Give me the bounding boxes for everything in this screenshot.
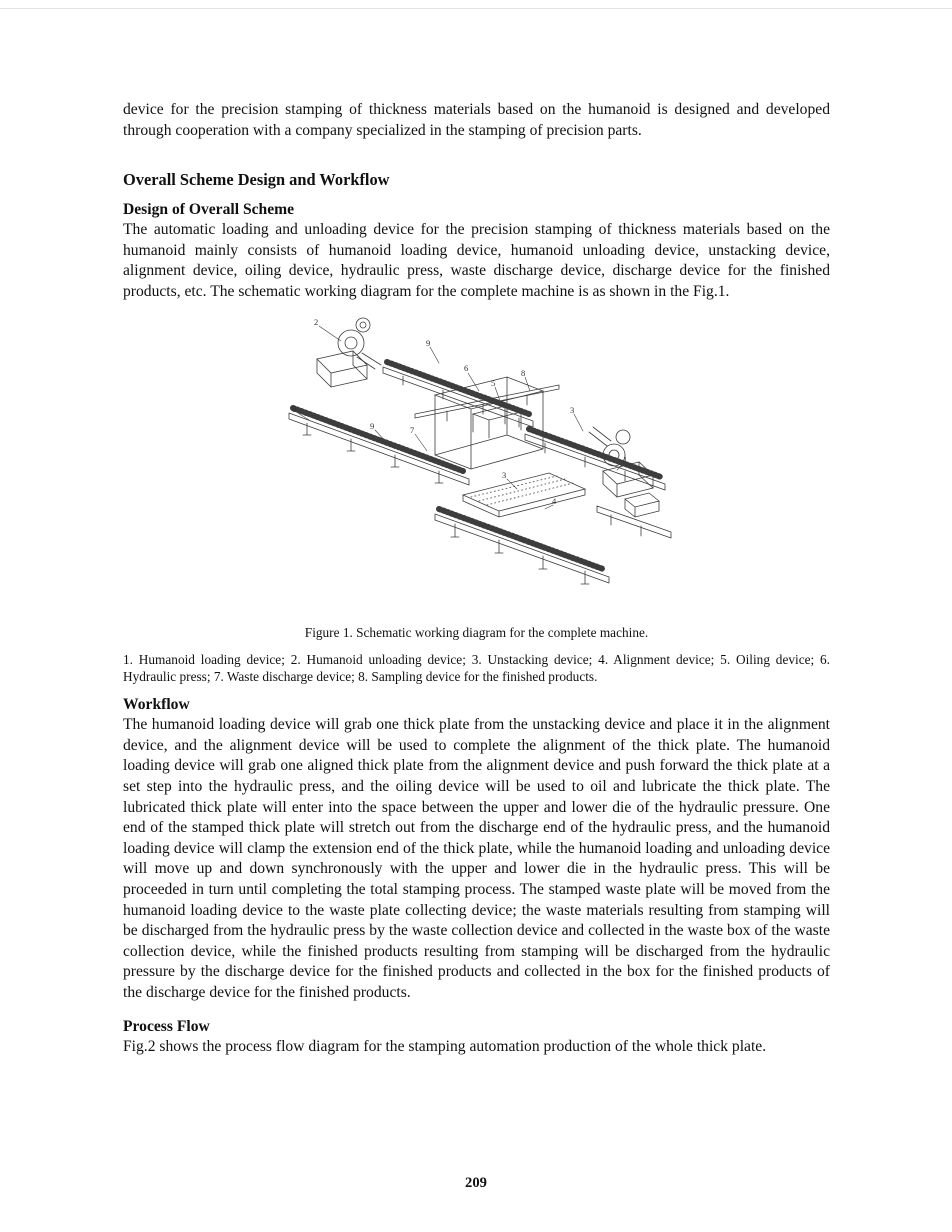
figure-caption: Figure 1. Schematic working diagram for the complete machine. bbox=[304, 624, 649, 640]
design-paragraph: The automatic loading and unloading device for the precision stamping of thickness materials based on the humanoid mainly consists of humanoid loading device, humanoid unloading device, unstacking device, alignment device, oiling device, hydraulic press, waste discharge device, discharge device for the finished products, etc. The schematic working diagram for the complete machine is as shown in the Fig.1. bbox=[123, 221, 830, 300]
callout-label-5: 5 bbox=[490, 377, 495, 388]
alignment-pallet-drawing bbox=[463, 473, 585, 517]
callout-leader-lines bbox=[298, 326, 624, 509]
subsection-heading-design: Design of Overall Scheme bbox=[123, 201, 295, 219]
callout-label-6: 6 bbox=[463, 362, 468, 373]
page-top-edge bbox=[0, 8, 952, 9]
callout-label-9-top: 9 bbox=[425, 337, 430, 348]
workflow-paragraph: The humanoid loading device will grab one thick plate from the unstacking device and place it in the alignment device, and the alignment device will be used to complete the alignment of the thick plate. The humanoid loading device will grab one aligned thick plate from the alignment device and push forward the thick plate at a set step into the hydraulic press, and the oiling device will be used to oil and lubricate the thick plate. The lubricated thick plate will enter into the space between the upper and lower die of the hydraulic pressure. One end of the stamped thick plate will stretch out from the discharge end of the hydraulic press, and the humanoid loading device will clamp the extension end of the thick plate, while the humanoid loading and unloading device will move up and down synchronously with the upper and lower die in the hydraulic press. This will be proceeded in turn until completing the total stamping process. The stamped waste plate will be moved from the humanoid loading device to the waste plate collecting device; the waste materials resulting from stamping will be discharged from the hydraulic press by the waste collection device and collected in the waste box of the waste collection device, while the finished products resulting from stamping will be discharged from the hydraulic pressure by the discharge device for the finished products and collected in the box for the finished products of the discharge device for the finished products. bbox=[123, 716, 830, 1001]
output-rail-drawing bbox=[597, 506, 671, 538]
callout-label-3-center: 3 bbox=[501, 469, 506, 480]
hydraulic-press-frame-drawing bbox=[435, 377, 543, 469]
figure-1 bbox=[123, 313, 830, 686]
process-flow-paragraph: Fig.2 shows the process flow diagram for the stamping automation production of the whole thick plate. bbox=[123, 1038, 767, 1056]
callout-label-8-left: 8 bbox=[291, 403, 296, 414]
page-number: 209 bbox=[465, 1175, 487, 1191]
unloading-robot-drawing bbox=[317, 318, 381, 387]
callout-label-7: 7 bbox=[409, 424, 414, 435]
callout-label-4: 4 bbox=[551, 495, 556, 506]
callout-label-3-right: 3 bbox=[569, 404, 574, 415]
unstacking-rail-drawing bbox=[525, 429, 665, 490]
section-heading: Overall Scheme Design and Workflow bbox=[123, 170, 390, 190]
figure-legend: 1. Humanoid loading device; 2. Humanoid unloading device; 3. Unstacking device; 4. Alignment device; 5. Oiling device; 6. Hydraulic press; 7. Waste discharge device; 8. Sampling device for the finished products. bbox=[123, 651, 830, 684]
machine-schematic-diagram bbox=[267, 313, 687, 605]
callout-label-9-left: 9 bbox=[369, 420, 374, 431]
subsection-heading-workflow: Workflow bbox=[123, 696, 190, 714]
callout-label-2: 2 bbox=[313, 316, 318, 327]
figure-1-diagram-wrap bbox=[123, 313, 830, 605]
callout-label-8-top: 8 bbox=[520, 367, 525, 378]
callout-label-1: 1 bbox=[622, 453, 627, 464]
subsection-heading-process-flow: Process Flow bbox=[123, 1018, 210, 1036]
left-feed-rail-drawing bbox=[289, 408, 469, 485]
oiling-gantry-beam-drawing bbox=[415, 385, 559, 421]
page-content bbox=[123, 100, 830, 1058]
waste-discharge-rail-drawing bbox=[435, 509, 609, 584]
intro-paragraph: device for the precision stamping of thickness materials based on the humanoid is designed and developed through cooperation with a company specialized in the stamping of precision parts. bbox=[123, 101, 830, 139]
